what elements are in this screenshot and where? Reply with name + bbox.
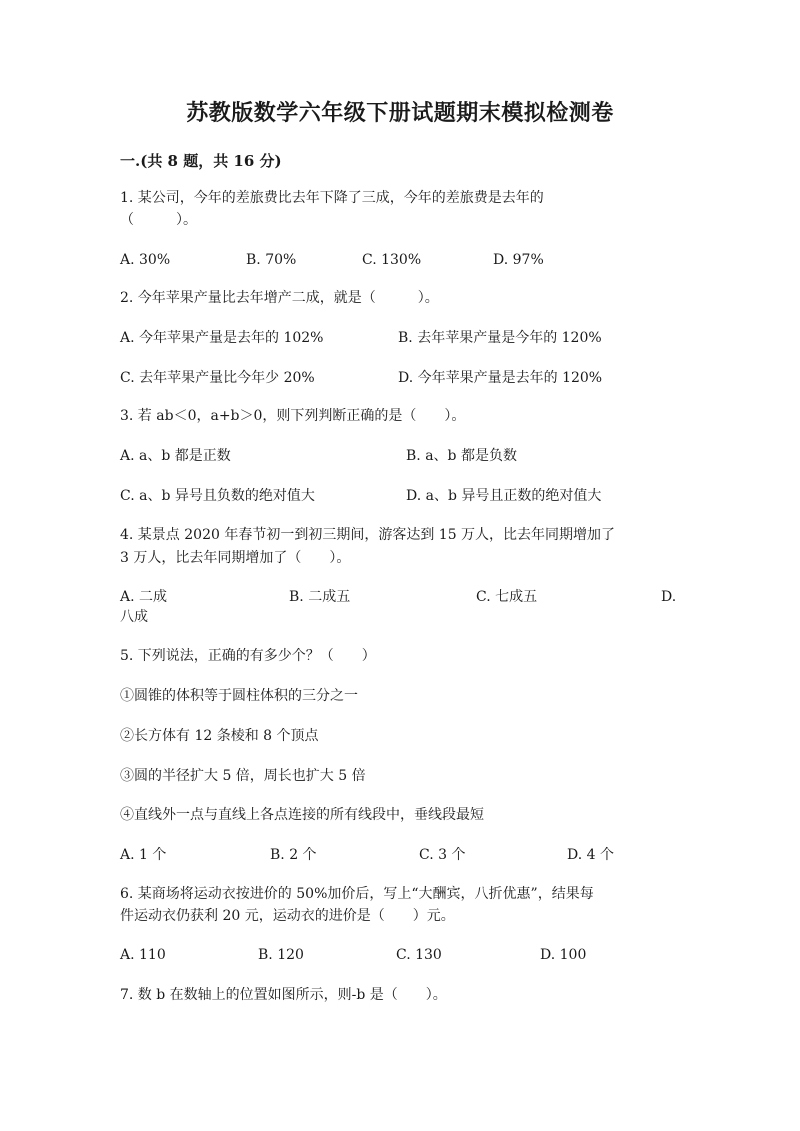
- question-4-option-d-continued: 八成: [120, 609, 148, 625]
- question-6-text-line-1: 6. 某商场将运动衣按进价的 50%加价后，写上“大酬宾，八折优惠”，结果每: [120, 886, 594, 902]
- question-4-option-c: C. 七成五: [476, 589, 538, 605]
- question-3-option-b: B. a、b 都是负数: [406, 448, 517, 464]
- question-1-option-b: B. 70%: [246, 252, 297, 268]
- question-5-statement-2: ②长方体有 12 条棱和 8 个顶点: [120, 728, 319, 744]
- question-3-option-d: D. a、b 异号且正数的绝对值大: [406, 488, 602, 504]
- question-5-option-c: C. 3 个: [419, 847, 466, 863]
- question-1-option-a: A. 30%: [120, 252, 171, 268]
- question-3-option-a: A. a、b 都是正数: [120, 448, 231, 464]
- question-1-option-d: D. 97%: [493, 252, 544, 268]
- question-5-statement-1: ①圆锥的体积等于圆柱体积的三分之一: [120, 688, 358, 704]
- question-5-text-line-1: 5. 下列说法，正确的有多少个？（ ）: [120, 648, 376, 664]
- question-2-text-line-1: 2. 今年苹果产量比去年增产二成，就是（ ）。: [120, 290, 439, 306]
- question-1-text-line-1: 1. 某公司，今年的差旅费比去年下降了三成，今年的差旅费是去年的: [120, 190, 544, 206]
- page-title: 苏教版数学六年级下册试题期末模拟检测卷: [186, 100, 614, 126]
- question-6-text-line-2: 件运动衣仍获利 20 元，运动衣的进价是（ ）元。: [120, 908, 455, 924]
- question-4-option-a: A. 二成: [120, 589, 168, 605]
- question-7-text-line-1: 7. 数 b 在数轴上的位置如图所示，则-b 是（ ）。: [120, 987, 447, 1003]
- question-2-option-a: A. 今年苹果产量是去年的 102%: [120, 330, 324, 346]
- question-3-text-line-1: 3. 若 ab＜0，a+b＞0，则下列判断正确的是（ ）。: [120, 408, 466, 424]
- question-5-statement-4: ④直线外一点与直线上各点连接的所有线段中，垂线段最短: [120, 807, 484, 823]
- question-1-text-line-2: （ ）。: [120, 212, 197, 228]
- question-6-option-c: C. 130: [396, 947, 442, 963]
- question-2-option-d: D. 今年苹果产量是去年的 120%: [398, 370, 603, 386]
- question-4-option-b: B. 二成五: [289, 589, 351, 605]
- question-4-option-d: D.: [661, 589, 677, 605]
- question-4-text-line-1: 4. 某景点 2020 年春节初一到初三期间，游客达到 15 万人，比去年同期增加了: [120, 527, 616, 543]
- question-4-text-line-2: 3 万人，比去年同期增加了（ ）。: [120, 550, 351, 566]
- section-heading: 一.(共 8 题，共 16 分): [120, 152, 282, 170]
- question-6-option-b: B. 120: [258, 947, 304, 963]
- question-6-option-d: D. 100: [540, 947, 587, 963]
- question-2-option-b: B. 去年苹果产量是今年的 120%: [398, 330, 602, 346]
- question-2-option-c: C. 去年苹果产量比今年少 20%: [120, 370, 315, 386]
- question-6-option-a: A. 110: [120, 947, 166, 963]
- question-1-option-c: C. 130%: [362, 252, 422, 268]
- question-5-option-a: A. 1 个: [120, 847, 167, 863]
- question-5-option-d: D. 4 个: [567, 847, 614, 863]
- question-5-option-b: B. 2 个: [270, 847, 317, 863]
- question-3-option-c: C. a、b 异号且负数的绝对值大: [120, 488, 315, 504]
- question-5-statement-3: ③圆的半径扩大 5 倍，周长也扩大 5 倍: [120, 768, 366, 784]
